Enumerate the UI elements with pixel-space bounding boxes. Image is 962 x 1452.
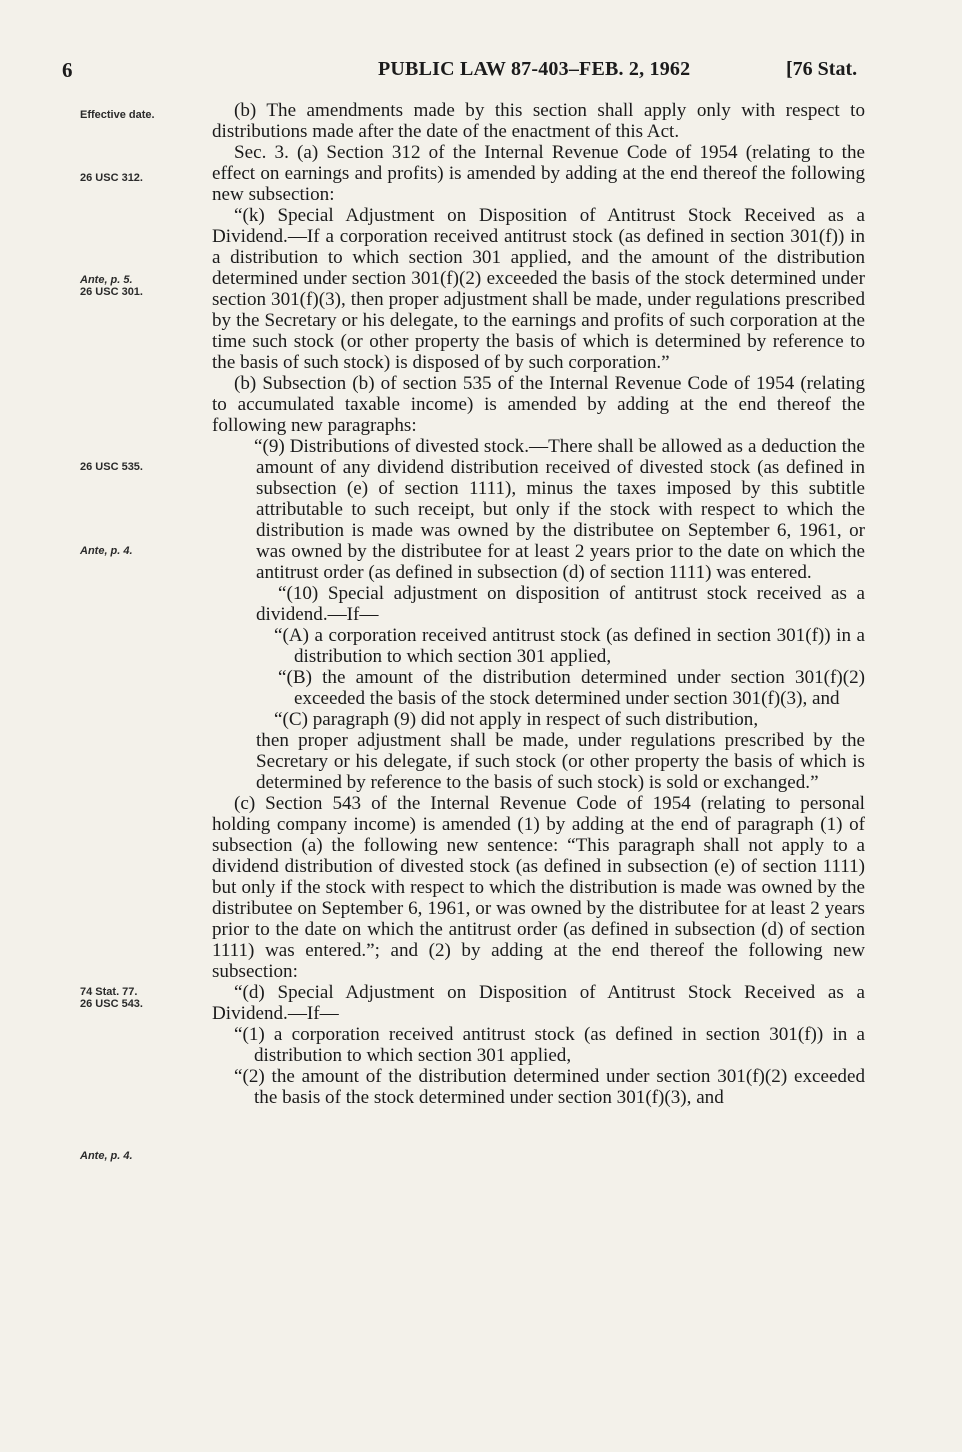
volume-reference: [76 Stat. <box>786 58 858 80</box>
margin-note-ante-p5: Ante, p. 5. <box>80 274 133 286</box>
paragraph-effective-date: (b) The amendments made by this section shall apply only with respect to distributions made after the date of the enactment of this Act. <box>212 100 865 142</box>
page-number: 6 <box>62 58 73 82</box>
paragraph-9-divested-stock: “(9) Distributions of divested stock.—There shall be allowed as a deduction the amount of any dividend distribution received of divested stock (as defined in subsection (e) of section 1111), minus the taxes imposed by this subtitle attributable to such receipt, but only if the stock with respect to which the distribution is made was owned by the distributee on September 6, 1961, or was owned by the distributee for at least 2 years prior to the date on which the antitrust order (as defined in subsection (d) of section 1111) was entered. <box>254 436 865 583</box>
paragraph-10-conclusion: then proper adjustment shall be made, under regulations prescribed by the Secretary or his delegate, if such stock (or other property the basis of which is determined by reference to the basis of such stock) is sold or exchanged.” <box>256 730 865 793</box>
statute-text <box>212 100 865 1108</box>
margin-note-ante-p4: Ante, p. 4. <box>80 545 133 557</box>
paragraph-subsection-d-heading: “(d) Special Adjustment on Disposition of Antitrust Stock Received as a Dividend.—If— <box>212 982 865 1024</box>
running-head-title: PUBLIC LAW 87-403–FEB. 2, 1962 <box>378 58 691 80</box>
margin-note-26-usc-543: 26 USC 543. <box>80 998 143 1010</box>
margin-note-effective-date: Effective date. <box>80 109 155 121</box>
margin-note-74-stat-77: 74 Stat. 77. <box>80 986 138 998</box>
margin-note-26-usc-312: 26 USC 312. <box>80 172 143 184</box>
paragraph-10-c: “(C) paragraph (9) did not apply in respect of such distribution, <box>274 709 759 730</box>
margin-note-26-usc-301: 26 USC 301. <box>80 286 143 298</box>
paragraph-d-1: “(1) a corporation received antitrust stock (as defined in section 301(f)) in a distribution to which section 301 applied, <box>234 1024 865 1066</box>
margin-note-ante-p4-second: Ante, p. 4. <box>80 1150 133 1162</box>
paragraph-sec-3a: Sec. 3. (a) Section 312 of the Internal Revenue Code of 1954 (relating to the effect on earnings and profits) is amended by adding at the end thereof the following new subsection: <box>212 142 865 205</box>
paragraph-10-a: “(A) a corporation received antitrust stock (as defined in section 301(f)) in a distribution to which section 301 applied, <box>274 625 865 667</box>
margin-note-26-usc-535: 26 USC 535. <box>80 461 143 473</box>
paragraph-sec-3b: (b) Subsection (b) of section 535 of the Internal Revenue Code of 1954 (relating to accumulated taxable income) is amended by adding at the end thereof the following new paragraphs: <box>212 373 865 436</box>
paragraph-10-b: “(B) the amount of the distribution determined under section 301(f)(2) exceeded the basis of the stock determined under section 301(f)(3), and <box>278 667 865 709</box>
paragraph-subsection-k: “(k) Special Adjustment on Disposition of Antitrust Stock Received as a Dividend.—If a corporation received antitrust stock (as defined in section 301(f)) in a distribution to which section 301 applied, and the amount of the distribution determined under section 301(f)(2) exceeded the basis of the stock determined under section 301(f)(3), then proper adjustment shall be made, under regulations prescribed by the Secretary or his delegate, to the earnings and profits of such corporation at the time such stock (or other property the basis of which is determined by reference to the basis of such stock) is disposed of by such corporation.” <box>212 205 865 373</box>
paragraph-10-heading: “(10) Special adjustment on disposition of antitrust stock received as a dividend.—If— <box>256 583 865 625</box>
paragraph-d-2: “(2) the amount of the distribution determined under section 301(f)(2) exceeded the basis of the stock determined under section 301(f)(3), and <box>234 1066 865 1108</box>
paragraph-sec-3c: (c) Section 543 of the Internal Revenue Code of 1954 (relating to personal holding company income) is amended (1) by adding at the end of paragraph (1) of subsection (a) the following new sentence: “This paragraph shall not apply to a dividend distribution of divested stock (as defined in subsection (e) of section 1111) but only if the stock with respect to which the distribution is made was owned by the distributee on September 6, 1961, or was owned by the distributee for at least 2 years prior to the date on which the antitrust order (as defined in subsection (d) of section 1111) was entered.”; and (2) by adding at the end thereof the following new subsection: <box>212 793 865 982</box>
